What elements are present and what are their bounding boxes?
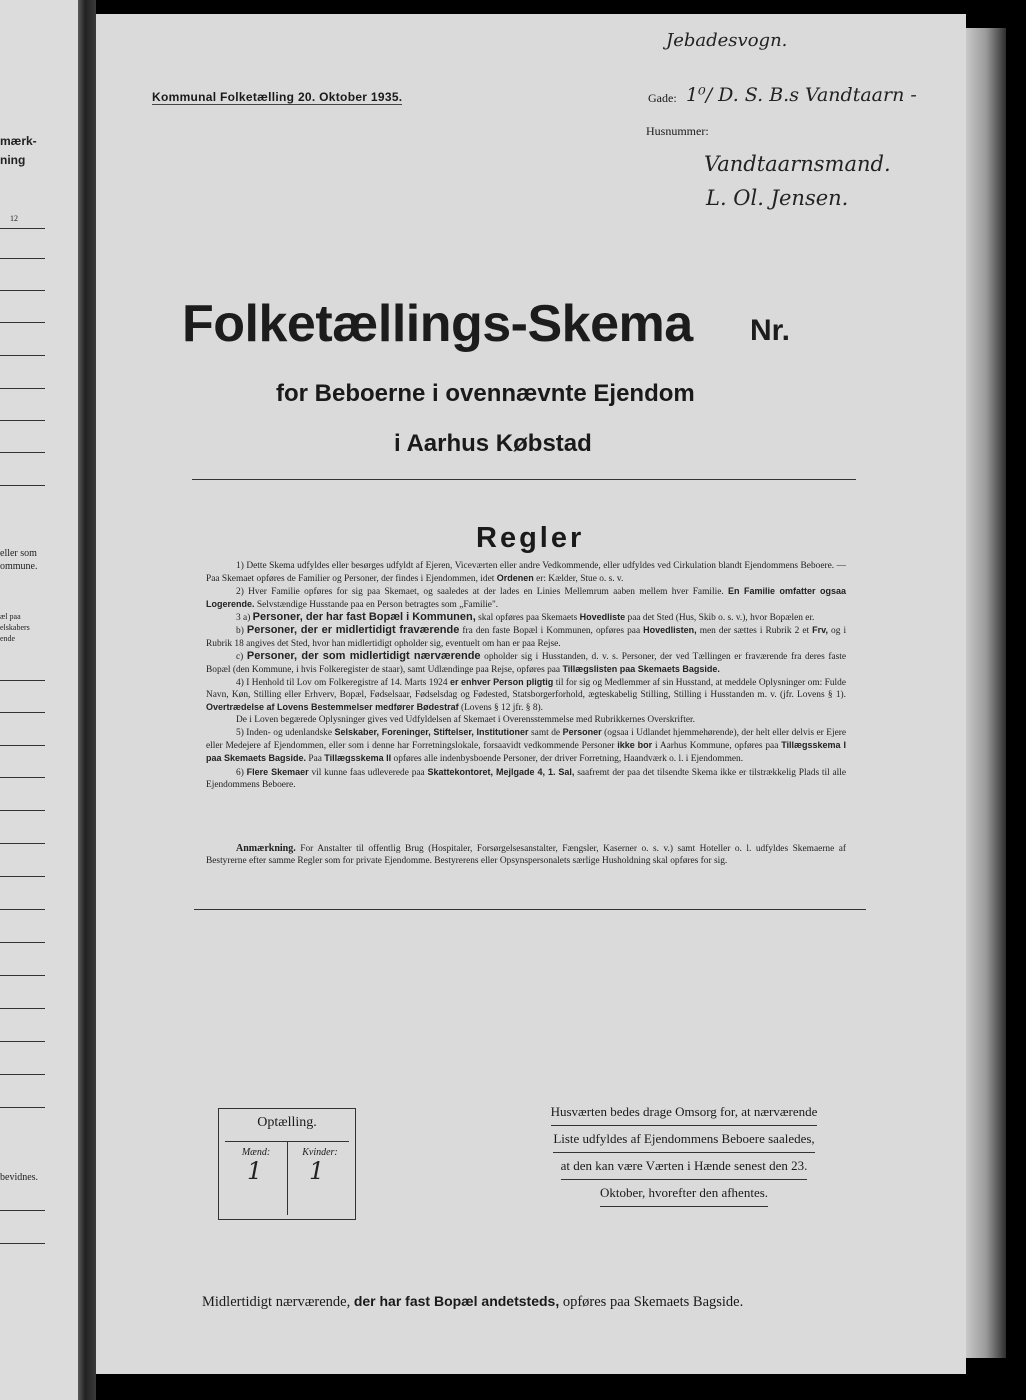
notice-line: Oktober, hvorefter den afhentes. bbox=[600, 1180, 768, 1207]
kvinder-label: Kvinder: bbox=[302, 1147, 338, 1158]
left-page-rule bbox=[0, 228, 45, 229]
form-number-label: Nr. bbox=[750, 314, 791, 347]
left-page-rule bbox=[0, 680, 45, 681]
rule-3c: c) Personer, der som midlertidigt nærværende opholder sig i Husstanden, d. v. s. Personer, der ved Tællingen er fraværende fra deres faste Bopæl (den Kommune, i hvis Folkeregister de staar), samt Udlændinge paa Rejse, opføres paa Tillægslisten paa Skemaets Bagside. bbox=[206, 649, 847, 675]
rule-6: 6) Flere Skemaer vil kunne faas udleverede paa Skattekontoret, Mejlgade 4, 1. Sal, saafremt der paa det tilsendte Skema ikke er tilstrækkelig Plads til alle Ejendommens Beboere. bbox=[206, 766, 847, 790]
handwritten-occupation: Vandtaarnsmand. bbox=[704, 152, 891, 176]
landlord-notice bbox=[514, 1099, 854, 1207]
left-page-rule bbox=[0, 909, 45, 910]
left-page-text: æl paa bbox=[0, 612, 21, 621]
handwritten-note: Jebadesvogn. bbox=[666, 30, 788, 51]
divider bbox=[192, 479, 856, 480]
handwritten-name: L. Ol. Jensen. bbox=[706, 186, 849, 210]
left-page-text: elskabers bbox=[0, 623, 30, 632]
left-page-rule bbox=[0, 1074, 45, 1075]
left-page-rule bbox=[0, 1210, 45, 1211]
left-page-text: ommune. bbox=[0, 561, 38, 572]
page-edge bbox=[966, 28, 1006, 1358]
left-page-rule bbox=[0, 942, 45, 943]
left-page-rule bbox=[0, 290, 45, 291]
gade-label: Gade: bbox=[648, 91, 677, 105]
left-page-text: 12 bbox=[10, 214, 18, 223]
left-page-rule bbox=[0, 745, 45, 746]
left-page-rule bbox=[0, 388, 45, 389]
left-page-rule bbox=[0, 258, 45, 259]
left-page-text: ende bbox=[0, 634, 16, 643]
left-page-rule bbox=[0, 1041, 45, 1042]
bottom-instruction: Midlertidigt nærværende, der har fast Bopæl andetsteds, opføres paa Skemaets Bagside. bbox=[202, 1293, 744, 1310]
left-page-rule bbox=[0, 712, 45, 713]
left-page-text: ning bbox=[0, 153, 26, 167]
optaelling-title: Optælling. bbox=[257, 1115, 317, 1130]
rule-2: 2) Hver Familie opføres for sig paa Skemaet, og saaledes at der lades en Linies Mellemrum aaben mellem hver Familie. En Familie omfatter ogsaa Logerende. Selvstændige Husstande paa en Person betragtes som „Familie". bbox=[206, 586, 846, 611]
left-page-rule bbox=[0, 843, 45, 844]
left-page-rule bbox=[0, 1008, 45, 1009]
census-form-page bbox=[96, 14, 966, 1374]
box-rule bbox=[287, 1141, 288, 1215]
left-page-text: mærk- bbox=[0, 134, 37, 148]
form-title: Folketællings-Skema bbox=[182, 295, 693, 353]
optaelling-box bbox=[218, 1108, 356, 1220]
rule-4: 4) I Henhold til Lov om Folkeregistre af 14. Marts 1924 er enhver Person pligtig til for sig og Medlemmer af sin Husstand, at meddele Oplysninger om: Fulde Navn, Køn, Stilling eller Erhverv, Bopæl, Fødselsaar, Fødselsdag og Fødested, Statsborgerforhold, ægteskabelig Stilling, Stilling i Husstanden m. v. (jfr. Lovens § 1). Overtrædelse af Lovens Bestemmelser medfører Bødestraf (Lovens § 12 jfr. § 8). bbox=[206, 676, 847, 714]
rule-1: 1) Dette Skema udfyldes eller besørges udfyldt af Ejeren, Viceværten eller andre Vedkommende, eller udfyldes ved Cirkulation blandt Ejendommens Beboere. — Paa Skemaet opføres de Familier og Personer, der findes i Ejendommen, idet Ordenen er: Kælder, Stue o. s. v. bbox=[206, 561, 846, 585]
left-page-rule bbox=[0, 452, 45, 453]
maend-count: 1 bbox=[247, 1157, 263, 1185]
rules-text bbox=[206, 560, 846, 791]
anmaerkning-section bbox=[206, 843, 846, 867]
left-page-rule bbox=[0, 355, 45, 356]
left-page-text: eller som bbox=[0, 548, 37, 559]
form-location: i Aarhus Købstad bbox=[394, 430, 592, 457]
left-page-rule bbox=[0, 810, 45, 811]
left-page-rule bbox=[0, 322, 45, 323]
gade-value: 1⁰/ D. S. B.s Vandtaarn - bbox=[686, 84, 917, 106]
left-page-rule bbox=[0, 1107, 45, 1108]
rule-3a: 3 a) Personer, der har fast Bopæl i Kommunen, skal opføres paa Skemaets Hovedliste paa det Sted (Hus, Skib o. s. v.), hvor Bopælen er. bbox=[236, 611, 815, 624]
form-subtitle: for Beboerne i ovennævnte Ejendom bbox=[276, 380, 695, 407]
notice-line: Liste udfyldes af Ejendommens Beboere saaledes, bbox=[553, 1126, 814, 1153]
notice-line: at den kan være Værten i Hænde senest den 23. bbox=[561, 1153, 808, 1180]
census-header: Kommunal Folketælling 20. Oktober 1935. bbox=[152, 90, 403, 104]
left-page-rule bbox=[0, 1243, 45, 1244]
maend-label: Mænd: bbox=[241, 1147, 271, 1158]
left-page-rule bbox=[0, 975, 45, 976]
kvinder-count: 1 bbox=[309, 1157, 325, 1185]
husnummer-label: Husnummer: bbox=[646, 124, 709, 138]
rule-4-note: De i Loven begærede Oplysninger gives ved Udfyldelsen af Skemaet i Overensstemmelse med Rubrikkernes Overskrifter. bbox=[236, 715, 695, 726]
left-page-rule bbox=[0, 777, 45, 778]
rules-heading: Regler bbox=[476, 522, 585, 554]
rule-3b: b) Personer, der er midlertidigt fraværende fra den faste Bopæl i Kommunen, opføres paa Hovedlisten, men der sættes i Rubrik 2 et Frv, og i Rubrik 18 angives det Sted, hvor han midlertidigt opholder sig, eventuelt om han er paa Rejse. bbox=[206, 624, 847, 649]
left-page-fragment bbox=[0, 0, 78, 1400]
divider bbox=[194, 909, 866, 910]
notice-line: Husværten bedes drage Omsorg for, at nærværende bbox=[551, 1099, 818, 1126]
left-page-text: bevidnes. bbox=[0, 1172, 39, 1183]
anmaerkning-text: Anmærkning. For Anstalter til offentlig Brug (Hospitaler, Forsørgelsesanstalter, Fængsler, Kaserner o. s. v.) samt Hoteller o. l. udfyldes Skemaerne af Bestyrerne efter samme Regler som for private Ejendomme. Bestyrerens eller Opsynspersonalets særlige Husholdning skal opføres for sig. bbox=[206, 843, 847, 866]
left-page-rule bbox=[0, 420, 45, 421]
rule-5: 5) Inden- og udenlandske Selskaber, Foreninger, Stiftelser, Institutioner samt de Personer (ogsaa i Udlandet hjemmehørende), der helt eller delvis er Ejere eller Medejere af Ejendommen, eller som i denne har Forretningslokale, forsaavidt vedkommende Personer ikke bor i Aarhus Kommune, opføres paa Tillægsskema I paa Skemaets Bagside. Paa Tillægsskema II opføres alle indenbysboende Personer, der driver Forretning, Haandværk o. l. i Ejendommen. bbox=[206, 727, 847, 765]
left-page-rule bbox=[0, 485, 45, 486]
left-page-rule bbox=[0, 876, 45, 877]
book-gutter bbox=[78, 0, 96, 1400]
